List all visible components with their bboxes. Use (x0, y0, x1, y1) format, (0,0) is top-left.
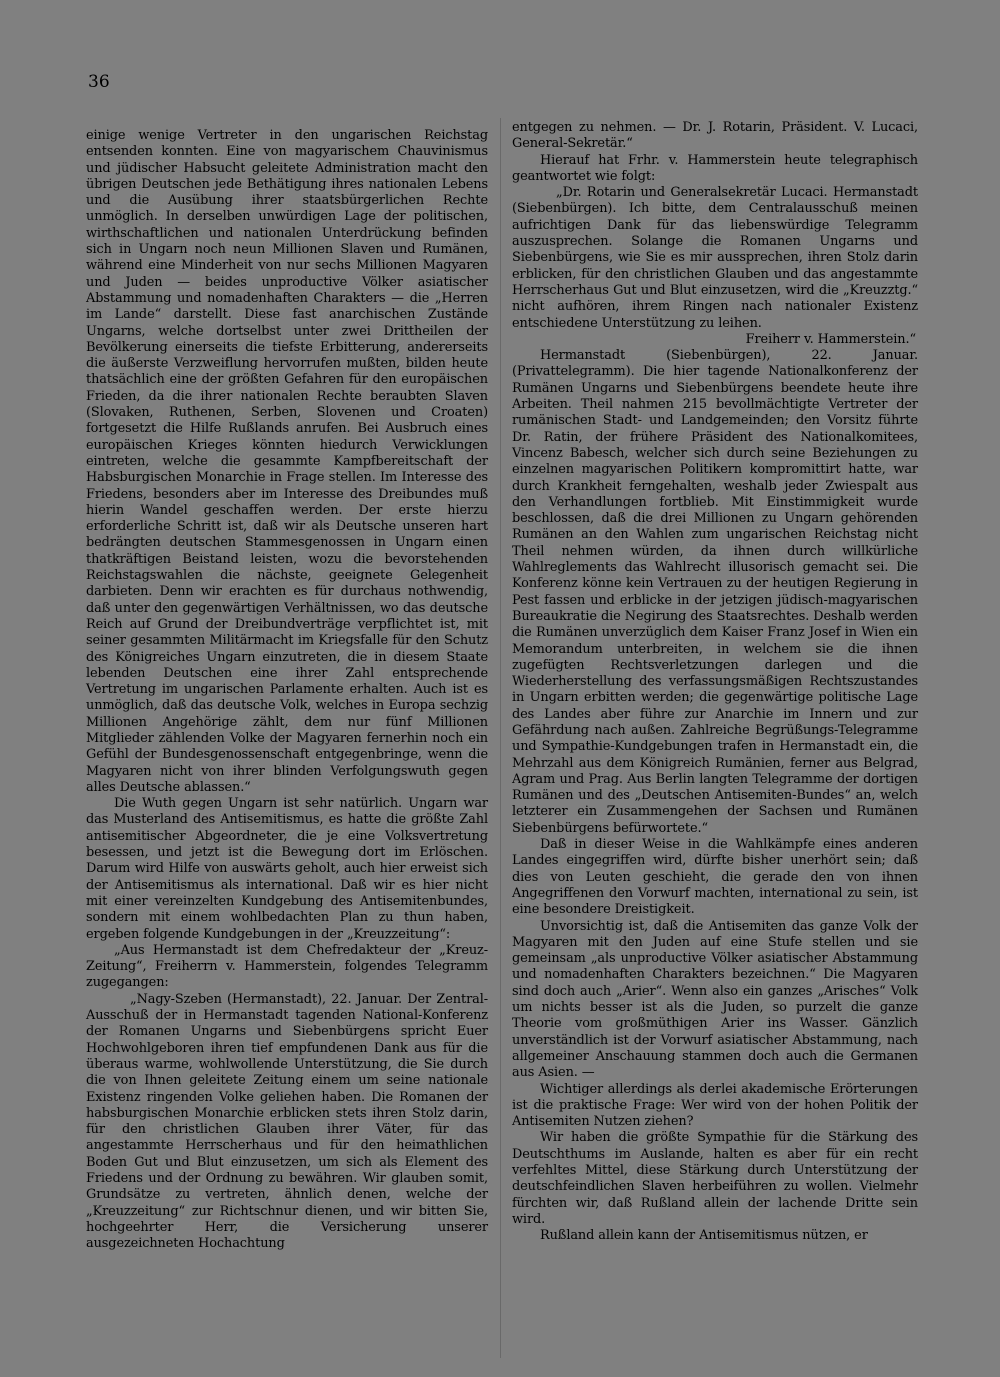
column-divider (500, 118, 501, 1358)
quoted-telegram: „Nagy-Szeben (Hermanstadt), 22. Januar. Der Zentral-Ausschuß der in Hermanstadt tagenden National-Konferenz der Romanen Ungarns und Siebenbürgens spricht Euer Hochwohlgeboren ihren tief empfundenen Dank aus für die überaus warme, wohlwollende Unterstützung, die Sie durch die von Ihnen geleitete Zeitung einem um seine nationale Existenz ringenden Volke geliehen haben. Die Romanen der habsburgischen Monarchie erblicken stets ihren Stolz darin, für den christlichen Glauben ihrer Väter, für das angestammte Herrscherhaus und für den heimathlichen Boden Gut und Blut einzusetzen, um sich als Element des Friedens und der Ordnung zu bewähren. Wir glauben somit, Grundsätze zu vertreten, ähnlich denen, welche der „Kreuzzeitung“ zur Richtschnur dienen, und wir bitten Sie, hochgeehrter Herr, die Versicherung unserer ausgezeichneten Hochachtung (86, 991, 488, 1252)
paragraph: entgegen zu nehmen. — Dr. J. Rotarin, Präsident. V. Lucaci, General-Sekretär.“ (512, 120, 918, 152)
paragraph: Unvorsichtig ist, daß die Antisemiten das ganze Volk der Magyaren mit den Juden auf eine Stufe stellen und sie gemeinsam „als unproductive Völker asiatischer Abstammung und nomadenhaften Charakters bezeichnen.“ Die Magyaren sind doch auch „Arier“. Wenn also ein ganzes „Arisches“ Volk um nichts besser ist als die Juden, so purzelt die ganze Theorie vom großmüthigen Arier ins Wasser. Gänzlich unverständlich ist der Vorwurf asiatischer Abstammung, nach allgemeiner Anschauung stammen doch auch die Germanen aus Asien. — (512, 918, 918, 1081)
paragraph: einige wenige Vertreter in den ungarischen Reichstag entsenden konnten. Eine von magyarischem Chauvinismus und jüdischer Habsucht geleitete Administration macht den übrigen Deutschen jede Bethätigung ihres nationalen Lebens und die Ausübung ihrer staatsbürgerlichen Rechte unmöglich. In derselben unwürdigen Lage der politischen, wirthschaftlichen und nationalen Unterdrückung befinden sich in Ungarn noch neun Millionen Slaven und Rumänen, während eine Minderheit von nur sechs Millionen Magyaren und Juden — beides unproductive Völker asiatischer Abstammung und nomadenhaften Charakters — die „Herren im Lande“ darstellt. Diese fast anarchischen Zustände Ungarns, welche dortselbst unter zwei Drittheilen der Bevölkerung einerseits die tiefste Erbitterung, andererseits die äußerste Verzweiflung hervorrufen mußten, bilden heute thatsächlich eine der größten Gefahren für den europäischen Frieden, da die ihrer nationalen Rechte beraubten Slaven (Slovaken, Ruthenen, Serben, Slovenen und Croaten) fortgesetzt die Hilfe Rußlands anrufen. Bei Ausbruch eines europäischen Krieges könnten hiedurch Verwicklungen eintreten, welche die gesammte Kampfbereitschaft der Habsburgischen Monarchie in Frage stellen. Im Interesse des Friedens, besonders aber im Interesse des Dreibundes muß hierin Wandel geschaffen werden. Der erste hierzu erforderliche Schritt ist, daß wir als Deutsche unseren hart bedrängten deutschen Stammesgenossen in Ungarn einen thatkräftigen Beistand leisten, wozu die bevorstehenden Reichstagswahlen die nächste, geeignete Gelegenheit darbieten. Denn wir erachten es für durchaus nothwendig, daß unter den gegenwärtigen Verhältnissen, wo das deutsche Reich auf Grund der Dreibundverträge verpflichtet ist, mit seiner gesammten Militärmacht im Kriegsfalle für den Schutz des Königreiches Ungarn einzutreten, die in diesem Staate lebenden Deutschen eine ihrer Zahl entsprechende Vertretung im ungarischen Parlamente erhalten. Auch ist es unmöglich, daß das deutsche Volk, welches in Europa sechzig Millionen Angehörige zählt, dem nur fünf Millionen Mitglieder zählenden Volke der Magyaren fernerhin noch ein Gefühl der Bundesgenossenschaft entgegenbringe, wenn die Magyaren nicht von ihrer blinden Verfolgungswuth gegen alles Deutsche ablassen.“ (86, 128, 488, 795)
signature-line: Freiherr v. Hammerstein.“ (745, 331, 916, 347)
paragraph: Daß in dieser Weise in die Wahlkämpfe eines anderen Landes eingegriffen wird, dürfte bisher unerhört sein; daß dies von Leuten geschieht, die gerade den von ihnen Angegriffenen den Vorwurf machten, international zu sein, ist eine besondere Dreistigkeit. (512, 837, 918, 918)
paragraph: Hierauf hat Frhr. v. Hammerstein heute telegraphisch geantwortet wie folgt: (512, 152, 918, 184)
right-column (512, 120, 918, 1244)
left-column (86, 128, 488, 1252)
quoted-telegram: „Dr. Rotarin und Generalsekretär Lucaci. Hermanstadt (Siebenbürgen). Ich bitte, dem Centralausschuß meinen aufrichtigen Dank für das liebenswürdige Telegramm auszusprechen. Solange die Romanen Ungarns und Siebenbürgens, wie Sie es mir aussprechen, ihren Stolz darin erblicken, für den christlichen Glauben und das angestammte Herrscherhaus Gut und Blut einzusetzen, wird die „Kreuzztg.“ nicht aufhören, ihrem Ringen nach nationaler Existenz entschiedene Unterstützung zu leihen. (512, 185, 918, 331)
paragraph: Die Wuth gegen Ungarn ist sehr natürlich. Ungarn war das Musterland des Antisemitismus, es hatte die größte Zahl antisemitischer Abgeordneter, die je eine Volksvertretung besessen, und jetzt ist die Bewegung dort im Erlöschen. Darum wird Hilfe von auswärts geholt, auch hier erweist sich der Antisemitismus als international. Daß wir es hier nicht mit einer vereinzelten Kundgebung des Antisemitenbundes, sondern mit einem wohlbedachten Plan zu thun haben, ergeben folgende Kundgebungen in der „Kreuzzeitung“: (86, 796, 488, 942)
paragraph: Hermanstadt (Siebenbürgen), 22. Januar. (Privattelegramm). Die hier tagende Nationalkonferenz der Rumänen Ungarns und Siebenbürgens beendete heute ihre Arbeiten. Theil nahmen 215 bevollmächtigte Vertreter der rumänischen Stadt- und Landgemeinden; den Vorsitz führte Dr. Ratin, der frühere Präsident des Nationalkomitees, Vincenz Babesch, welcher sich durch seine Beziehungen zu einzelnen magyarischen Politikern kompromittirt hatte, war durch Krankheit ferngehalten, weshalb jeder Zwiespalt aus den Verhandlungen fortblieb. Mit Einstimmigkeit wurde beschlossen, daß die drei Millionen zu Ungarn gehörenden Rumänen an den Wahlen zum ungarischen Reichstag nicht Theil nehmen würden, da ihnen durch willkürliche Wahlreglements das Wahlrecht illusorisch gemacht sei. Die Konferenz könne kein Vertrauen zu der heutigen Regierung in Pest fassen und erblicke in der jetzigen jüdisch-magyarischen Bureaukratie die Negirung des Staatsrechtes. Deshalb werden die Rumänen unverzüglich dem Kaiser Franz Josef in Wien ein Memorandum unterbreiten, in welchem sie die ihnen zugefügten Rechtsverletzungen darlegen und die Wiederherstellung des verfassungsmäßigen Rechtszustandes in Ungarn erbitten werden; die gegenwärtige politische Lage des Landes aber führe zur Anarchie im Innern und zur Gefährdung nach außen. Zahlreiche Begrüßungs-Telegramme und Sympathie-Kundgebungen trafen in Hermanstadt ein, die Mehrzahl aus dem Königreich Rumänien, ferner aus Belgrad, Agram und Prag. Aus Berlin langten Telegramme der dortigen Rumänen und des „Deutschen Antisemiten-Bundes“ an, welch letzterer ein Zusammengehen der Sachsen und Rumänen Siebenbürgens befürwortete.“ (512, 348, 918, 836)
paragraph: Wichtiger allerdings als derlei akademische Erörterungen ist die praktische Frage: Wer wird von der hohen Politik der Antisemiten Nutzen ziehen? (512, 1081, 918, 1130)
paragraph: Wir haben die größte Sympathie für die Stärkung des Deutschthums im Auslande, halten es aber für ein recht verfehltes Mittel, diese Stärkung durch Unterstützung der deutschfeindlichen Slaven herbeiführen zu wollen. Vielmehr fürchten wir, daß Rußland allein der lachende Dritte sein wird. (512, 1130, 918, 1227)
page-number: 36 (88, 72, 110, 92)
paragraph: Rußland allein kann der Antisemitismus nützen, er (540, 1228, 868, 1244)
paragraph: „Aus Hermanstadt ist dem Chefredakteur der „Kreuz-Zeitung“, Freiherrn v. Hammerstein, folgendes Telegramm zugegangen: (86, 942, 488, 991)
